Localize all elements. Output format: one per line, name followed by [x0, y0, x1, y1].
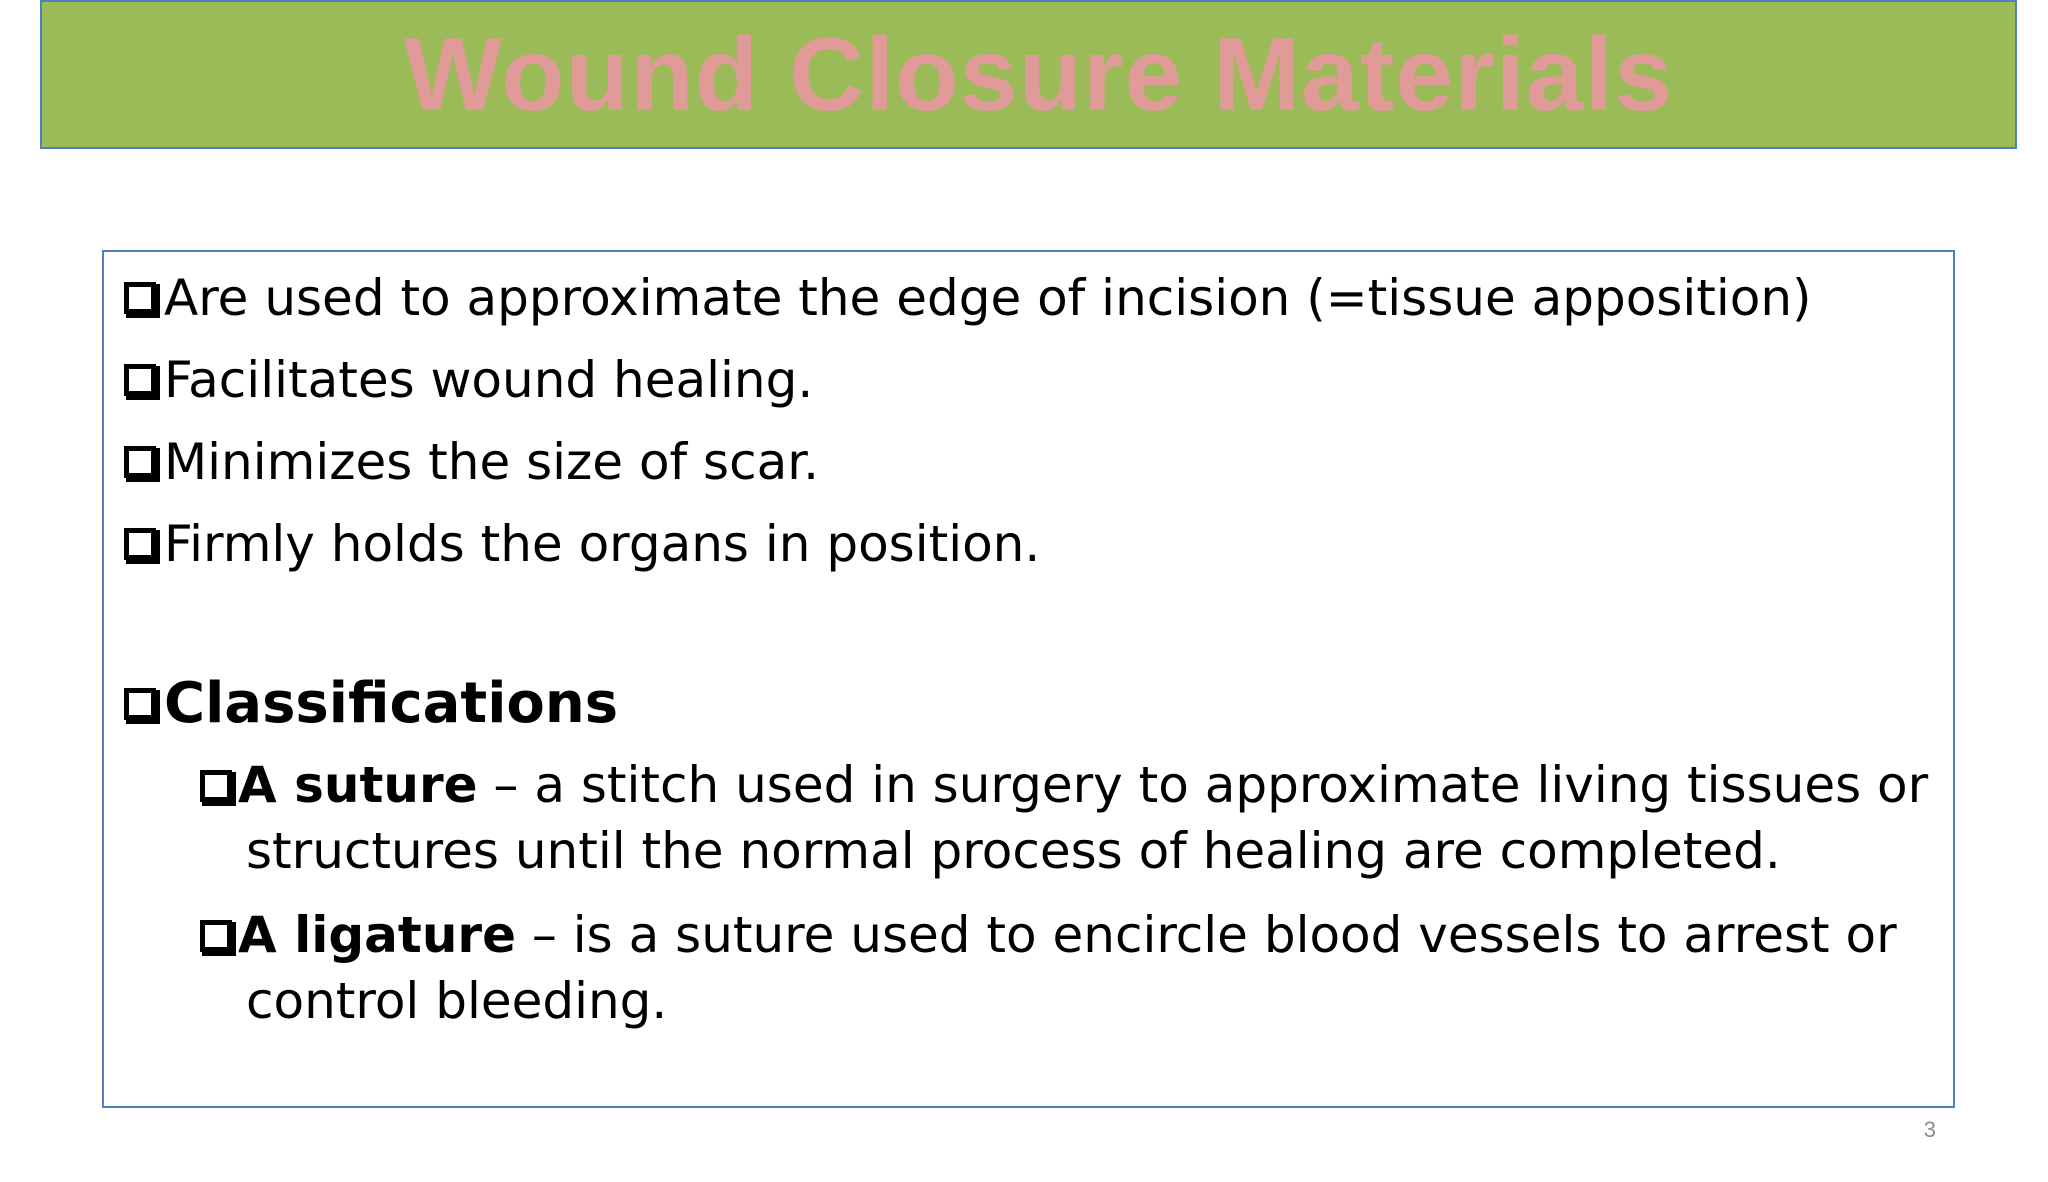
bullet-item [124, 258, 1933, 340]
slide-title: Wound Closure Materials [403, 16, 1674, 133]
bullet-text: Facilitates wound healing. [164, 351, 814, 409]
checkbox-square-icon [124, 688, 156, 720]
item-definition: – a stitch used in surgery to approximate living tissues or [477, 756, 1929, 814]
item-first-line [200, 902, 1923, 968]
content-box [102, 250, 1955, 1108]
checkbox-square-icon [200, 920, 232, 952]
checkbox-square-icon [124, 364, 156, 396]
item-definition-continued: structures until the normal process of healing are completed. [246, 822, 1781, 880]
checkbox-square-icon [124, 446, 156, 478]
classification-item-ligature [200, 902, 1923, 1034]
checkbox-square-icon [124, 528, 156, 560]
bullet-list [124, 258, 1933, 586]
heading-text: Classifications [164, 671, 619, 736]
item-term: A suture [238, 756, 478, 814]
classifications-heading [124, 660, 618, 748]
checkbox-square-icon [124, 282, 156, 314]
bullet-text: Are used to approximate the edge of incision (=tissue apposition) [164, 269, 1812, 327]
classification-item-suture [200, 752, 1929, 884]
bullet-item [124, 422, 1933, 504]
bullet-item [124, 340, 1933, 422]
checkbox-square-icon [200, 770, 232, 802]
title-banner [40, 0, 2017, 149]
item-term: A ligature [238, 906, 516, 964]
page-number: 3 [1923, 1117, 1936, 1142]
item-first-line [200, 752, 1929, 818]
item-definition-continued: control bleeding. [246, 972, 668, 1030]
bullet-text: Minimizes the size of scar. [164, 433, 820, 491]
bullet-item [124, 504, 1933, 586]
item-definition: – is a suture used to encircle blood vessels to arrest or [515, 906, 1897, 964]
bullet-text: Firmly holds the organs in position. [164, 515, 1041, 573]
